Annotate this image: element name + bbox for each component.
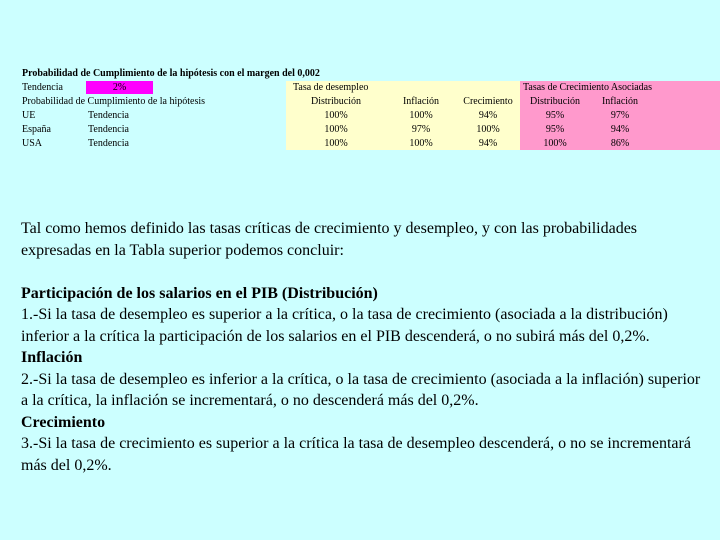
table-cell: 97% [411,124,431,135]
intro-paragraph: Tal como hemos definido las tasas críticas de crecimiento y desempleo, y con las probabilidades expresadas en la Tabla superior podemos concluir: [21,220,638,259]
table-header [22,67,320,81]
col-distribucion-1: Distribución [311,96,361,107]
point-2: 2.-Si la tasa de desempleo es inferior a la crítica, o la tasa de crecimiento (asociada a la inflación) superior a la crítica, la inflación se incrementará, o no descenderá más del 0,2%. [21,370,701,409]
point-1: 1.-Si la tasa de desempleo es superior a la crítica, o la tasa de crecimiento (asociada a la distribución) inferior a la crítica la participación de los salarios en el PIB descenderá, o no subirá más del 0,2%. [21,306,668,345]
heading-inflacion: Inflación [21,349,83,366]
col-crecimiento: Crecimiento [463,96,513,107]
table-cell: 100% [409,110,433,121]
row-tendencia: Tendencia [88,124,129,135]
row-tendencia-value: 2% [112,82,127,93]
table-cell: 100% [409,138,433,149]
table-header-title: Probabilidad de Cumplimiento de la hipótesis con el margen del [22,68,295,79]
col-inflacion-2: Inflación [601,96,639,107]
table-cell: 94% [478,138,498,149]
table-cell: 100% [543,138,567,149]
group-crecimiento: Tasas de Crecimiento Asociadas [523,82,652,93]
col-inflacion-1: Inflación [402,96,440,107]
heading-distribucion: Participación de los salarios en el PIB (Distribución) [21,284,378,302]
row-country: España [22,124,51,135]
table-cell: 100% [476,124,500,135]
table-cell: 95% [545,110,565,121]
table-cell: 97% [610,110,630,121]
table-cell: 100% [324,110,348,121]
row-tendencia-label: Tendencia [22,82,63,93]
point-3: 3.-Si la tasa de crecimiento es superior a la crítica la tasa de desempleo descenderá, o no se incrementará más del 0,2%. [21,435,691,474]
heading-crecimiento: Crecimiento [21,413,106,431]
body-text [21,218,701,476]
table-cell: 95% [545,124,565,135]
row-tendencia: Tendencia [88,138,129,149]
table-cell: 94% [478,110,498,121]
table-cell: 94% [610,124,630,135]
table-cell: 86% [610,138,630,149]
subheader-label: Probabilidad de Cumplimiento de la hipótesis [22,96,206,107]
table-header-value: 0,002 [297,68,320,79]
col-distribucion-2: Distribución [530,96,580,107]
table-cell: 100% [324,138,348,149]
table-cell: 100% [324,124,348,135]
row-country: UE [22,110,36,121]
group-desempleo: Tasa de desempleo [293,82,369,93]
row-tendencia: Tendencia [88,110,129,121]
row-country: USA [22,138,43,149]
